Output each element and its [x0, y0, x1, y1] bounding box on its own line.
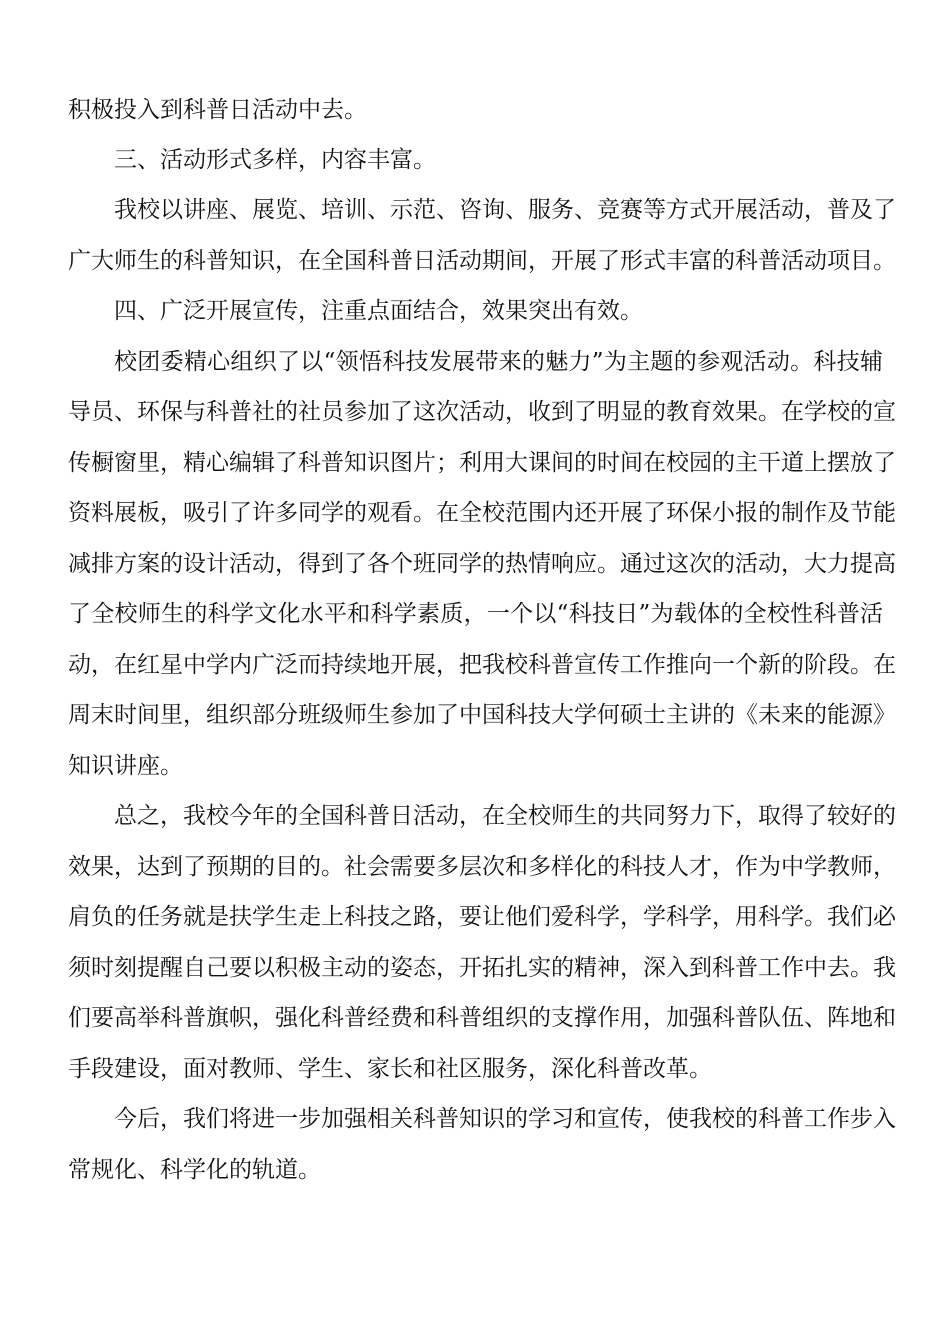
text-line: 动，在红星中学内广泛而持续地开展，把我校科普宣传工作推向一个新的阶段。在	[68, 652, 896, 678]
text-line: 总之，我校今年的全国科普日活动，在全校师生的共同努力下，取得了较好的	[114, 803, 896, 829]
document-page	[68, 0, 896, 1344]
section-heading: 四、广泛开展宣传，注重点面结合，效果突出有效。	[114, 298, 643, 324]
text-line: 们要高举科普旗帜，强化科普经费和科普组织的支撑作用，加强科普队伍、阵地和	[68, 1005, 896, 1031]
text-line: 知识讲座。	[68, 753, 183, 779]
text-line: 传橱窗里，精心编辑了科普知识图片；利用大课间的时间在校园的主干道上摆放了	[68, 450, 896, 476]
text-line: 广大师生的科普知识，在全国科普日活动期间，开展了形式丰富的科普活动项目。	[68, 248, 896, 274]
text-line: 常规化、科学化的轨道。	[68, 1157, 321, 1183]
text-line: 须时刻提醒自己要以积极主动的姿态，开拓扎实的精神，深入到科普工作中去。我	[68, 955, 896, 981]
text-line: 手段建设，面对教师、学生、家长和社区服务，深化科普改革。	[68, 1056, 712, 1082]
text-line: 了全校师生的科学文化水平和科学素质，一个以“科技日”为载体的全校性科普活	[68, 601, 883, 627]
section-heading: 三、活动形式多样，内容丰富。	[114, 147, 436, 173]
text-line: 肩负的任务就是扶学生走上科技之路，要让他们爱科学，学科学，用科学。我们必	[68, 904, 896, 930]
text-line: 减排方案的设计活动，得到了各个班同学的热情响应。通过这次的活动，大力提高	[68, 551, 896, 577]
text-line: 效果，达到了预期的目的。社会需要多层次和多样化的科技人才，作为中学教师，	[68, 854, 896, 880]
text-line: 导员、环保与科普社的社员参加了这次活动，收到了明显的教育效果。在学校的宣	[68, 399, 896, 425]
text-line: 我校以讲座、展览、培训、示范、咨询、服务、竞赛等方式开展活动，普及了	[114, 197, 896, 223]
text-line: 校团委精心组织了以“领悟科技发展带来的魅力”为主题的参观活动。科技辅	[114, 349, 883, 375]
text-line: 资料展板，吸引了许多同学的观看。在全校范围内还开展了环保小报的制作及节能	[68, 500, 896, 526]
text-line: 周末时间里，组织部分班级师生参加了中国科技大学何硕士主讲的《未来的能源》	[68, 702, 896, 728]
text-line: 积极投入到科普日活动中去。	[68, 97, 367, 123]
text-line: 今后，我们将进一步加强相关科普知识的学习和宣传，使我校的科普工作步入	[114, 1106, 896, 1132]
